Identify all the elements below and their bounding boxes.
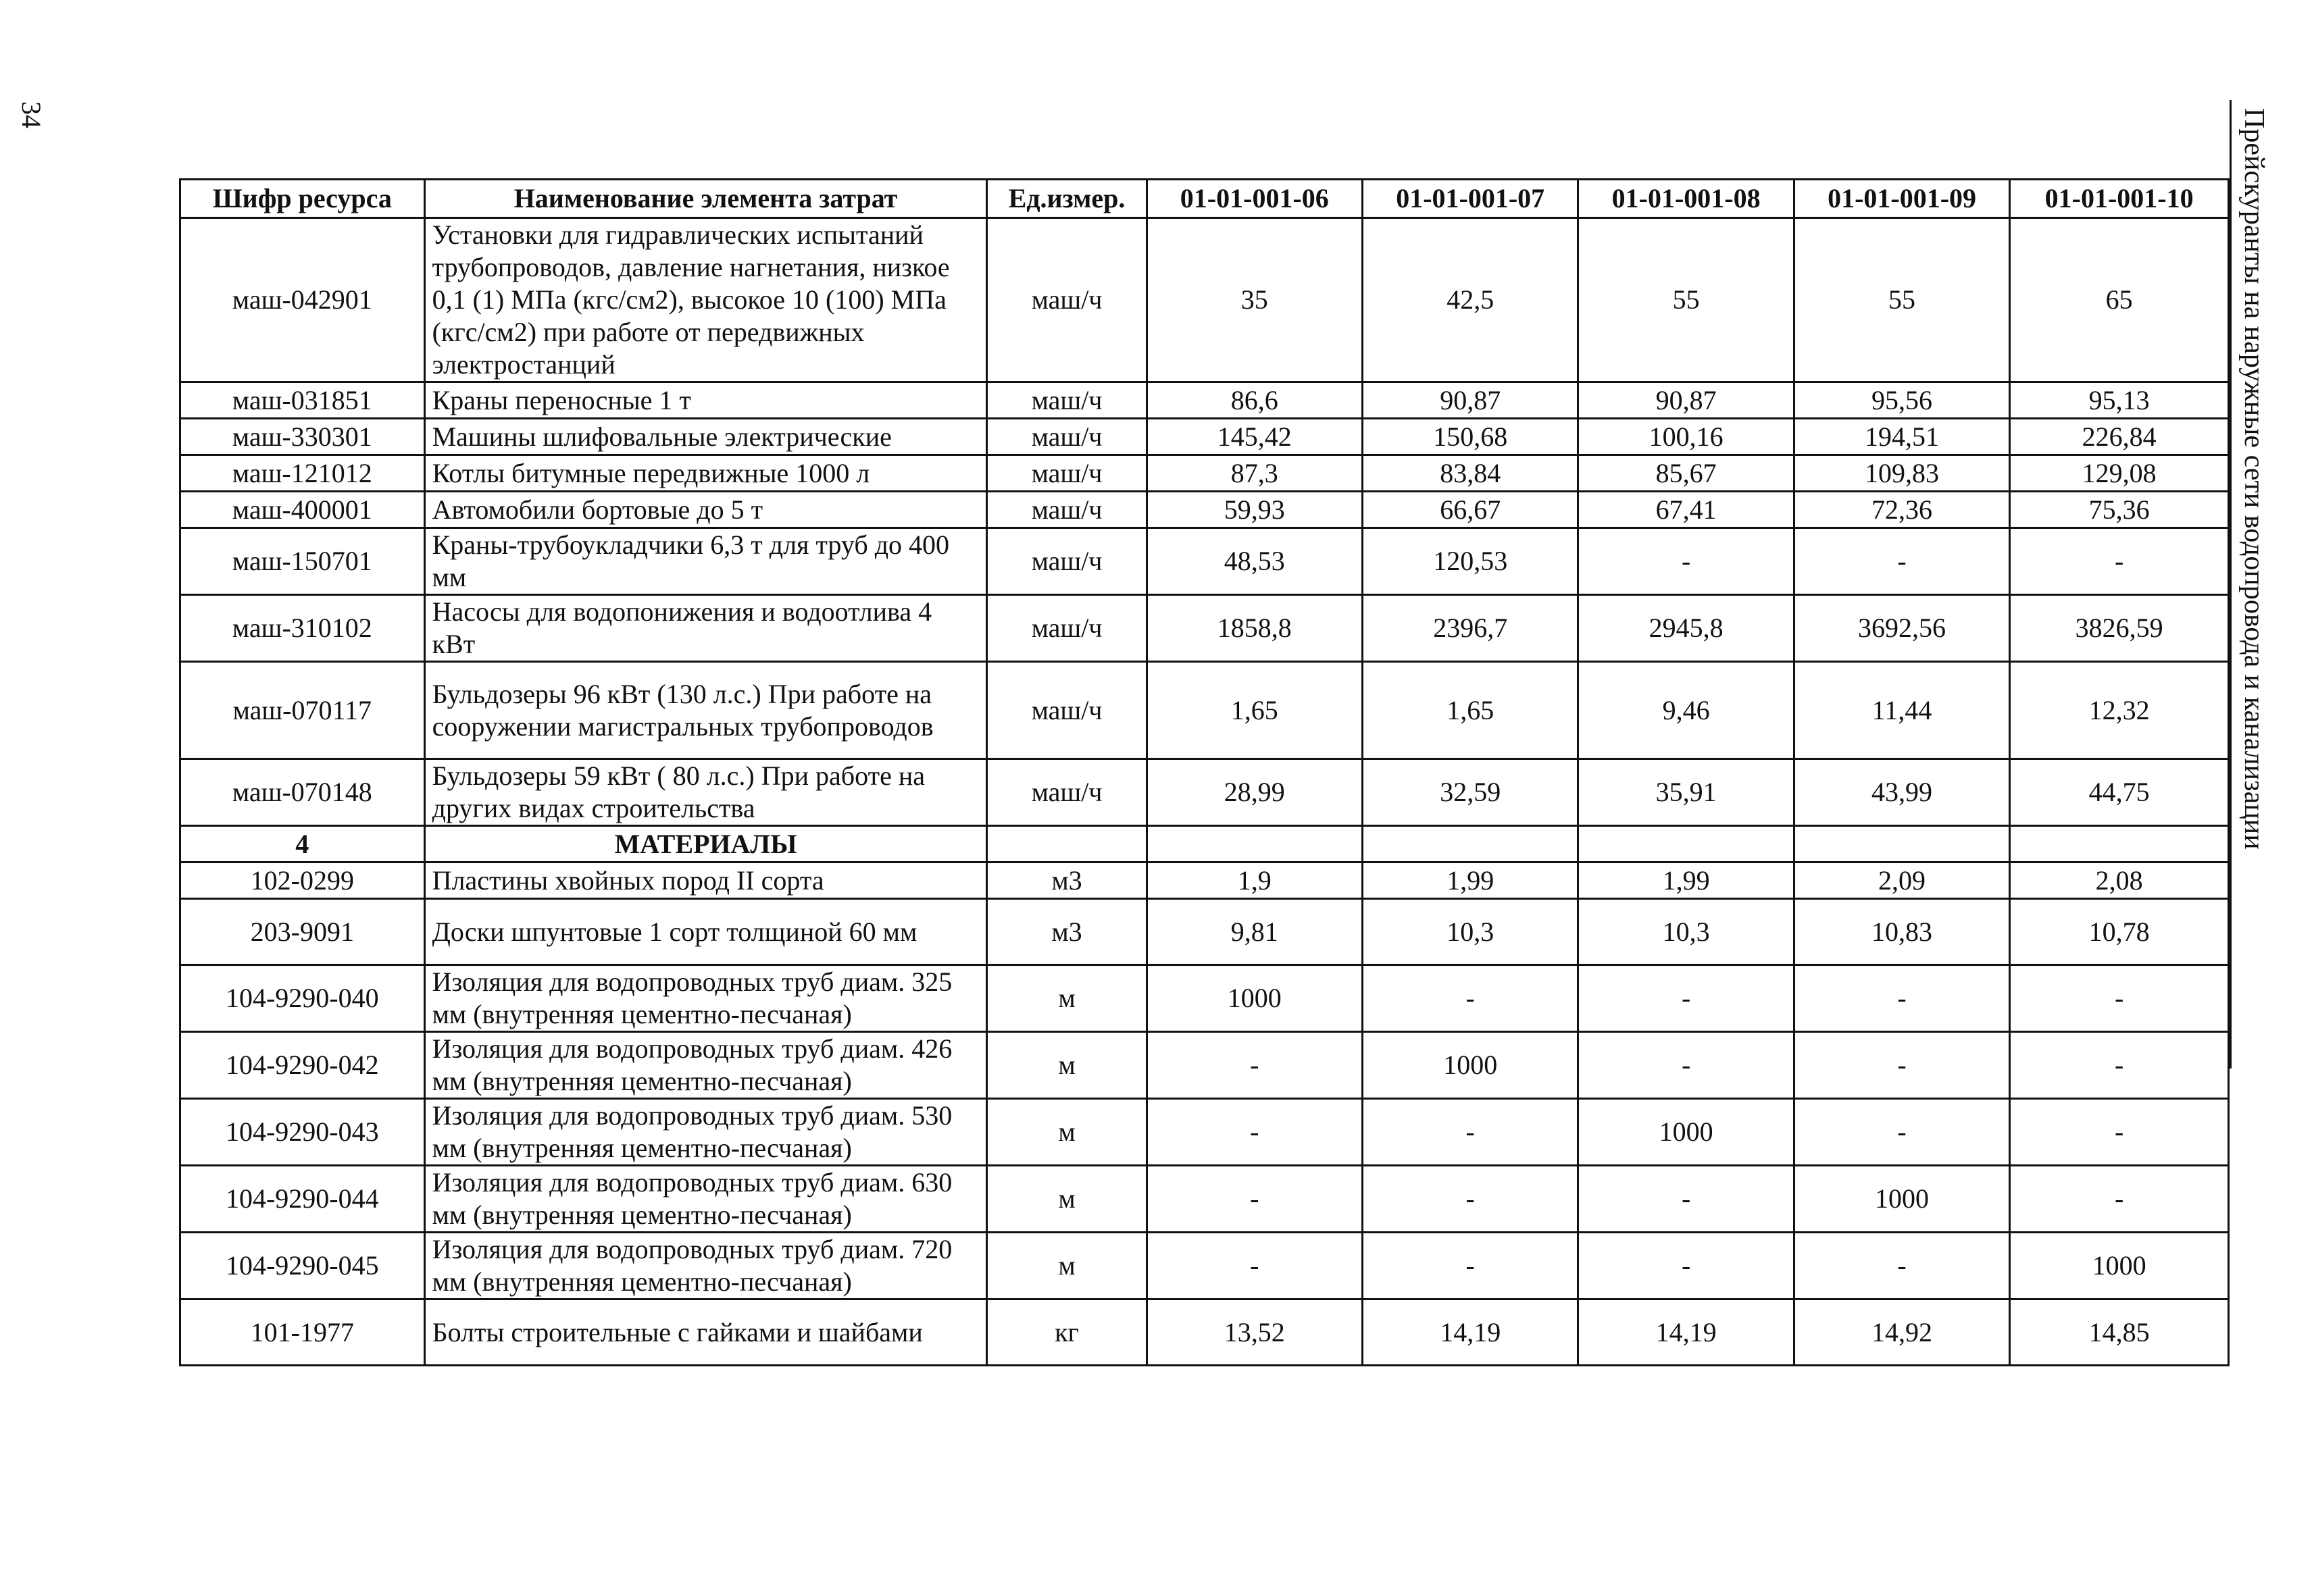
resource-code-cell: 104-9290-043 <box>180 1099 425 1166</box>
unit-cell: маш/ч <box>987 528 1147 595</box>
rate-06-cell: - <box>1147 1099 1362 1166</box>
rate-09-cell: 43,99 <box>1794 759 2009 826</box>
resource-code-cell: маш-031851 <box>180 382 425 419</box>
rate-07-cell: 14,19 <box>1363 1299 1578 1366</box>
table-row <box>180 492 2229 528</box>
rate-10-cell: - <box>2010 965 2229 1032</box>
rate-07-cell: 10,3 <box>1363 899 1578 965</box>
resource-code-cell: маш-150701 <box>180 528 425 595</box>
rate-07-cell: 2396,7 <box>1363 595 1578 662</box>
rate-08-cell: - <box>1578 528 1794 595</box>
cost-element-name-cell: Изоляция для водопроводных труб диам. 426 мм (внутренняя цементно-песчаная) <box>424 1032 987 1099</box>
rate-06-cell: 13,52 <box>1147 1299 1362 1366</box>
unit-cell: маш/ч <box>987 419 1147 455</box>
rate-07-cell: 83,84 <box>1363 455 1578 492</box>
running-header-title: Прейскуранты на наружные сети водопровода и канализации <box>2238 108 2269 850</box>
rate-09-cell: - <box>1794 1099 2009 1166</box>
unit-cell: маш/ч <box>987 595 1147 662</box>
header-rate-09: 01-01-001-09 <box>1794 180 2009 218</box>
unit-cell: маш/ч <box>987 218 1147 382</box>
unit-cell: м <box>987 1099 1147 1166</box>
rate-08-cell: - <box>1578 1032 1794 1099</box>
unit-cell: м <box>987 1166 1147 1233</box>
rate-09-cell: 194,51 <box>1794 419 2009 455</box>
rate-10-cell: 1000 <box>2010 1233 2229 1299</box>
rate-06-cell: 9,81 <box>1147 899 1362 965</box>
unit-cell <box>987 826 1147 863</box>
cost-element-name-cell: Насосы для водопонижения и водоотлива 4 кВт <box>424 595 987 662</box>
rate-08-cell: 10,3 <box>1578 899 1794 965</box>
rate-07-cell <box>1363 826 1578 863</box>
unit-cell: м3 <box>987 899 1147 965</box>
rate-09-cell: 2,09 <box>1794 863 2009 899</box>
cost-element-name-cell: Изоляция для водопроводных труб диам. 720 мм (внутренняя цементно-песчаная) <box>424 1233 987 1299</box>
rate-10-cell: 65 <box>2010 218 2229 382</box>
rate-10-cell: 12,32 <box>2010 662 2229 759</box>
rate-10-cell: 75,36 <box>2010 492 2229 528</box>
rate-06-cell: 1858,8 <box>1147 595 1362 662</box>
resource-code-cell: маш-330301 <box>180 419 425 455</box>
rate-08-cell: 90,87 <box>1578 382 1794 419</box>
rate-10-cell <box>2010 826 2229 863</box>
rate-06-cell: 145,42 <box>1147 419 1362 455</box>
rate-10-cell: 129,08 <box>2010 455 2229 492</box>
resource-code-cell: 104-9290-042 <box>180 1032 425 1099</box>
rate-08-cell: - <box>1578 1233 1794 1299</box>
rate-09-cell: 11,44 <box>1794 662 2009 759</box>
cost-element-name-cell: Изоляция для водопроводных труб диам. 630 мм (внутренняя цементно-песчаная) <box>424 1166 987 1233</box>
resource-code-cell: маш-070148 <box>180 759 425 826</box>
rate-06-cell: - <box>1147 1233 1362 1299</box>
resource-code-cell: маш-042901 <box>180 218 425 382</box>
table-row <box>180 1032 2229 1099</box>
side-divider-rule <box>2230 100 2232 1069</box>
rate-07-cell: 32,59 <box>1363 759 1578 826</box>
table-row <box>180 662 2229 759</box>
cost-element-name-cell: Бульдозеры 96 кВт (130 л.с.) При работе на сооружении магистральных трубопроводов <box>424 662 987 759</box>
rate-08-cell <box>1578 826 1794 863</box>
header-rate-10: 01-01-001-10 <box>2010 180 2229 218</box>
unit-cell: м <box>987 965 1147 1032</box>
rate-10-cell: - <box>2010 1099 2229 1166</box>
rate-06-cell: - <box>1147 1166 1362 1233</box>
header-rate-06: 01-01-001-06 <box>1147 180 1362 218</box>
unit-cell: маш/ч <box>987 382 1147 419</box>
rate-08-cell: 1,99 <box>1578 863 1794 899</box>
resource-code-cell: 104-9290-040 <box>180 965 425 1032</box>
table-body <box>180 218 2229 1366</box>
header-rate-07: 01-01-001-07 <box>1363 180 1578 218</box>
unit-cell: маш/ч <box>987 455 1147 492</box>
table-header-row <box>180 180 2229 218</box>
page-number: 34 <box>16 101 47 128</box>
rate-06-cell: - <box>1147 1032 1362 1099</box>
rate-10-cell: 10,78 <box>2010 899 2229 965</box>
rate-09-cell: - <box>1794 1233 2009 1299</box>
table-row <box>180 419 2229 455</box>
rate-06-cell: 87,3 <box>1147 455 1362 492</box>
cost-element-name-cell: Краны-трубоукладчики 6,3 т для труб до 400 мм <box>424 528 987 595</box>
cost-element-name-cell: Изоляция для водопроводных труб диам. 325 мм (внутренняя цементно-песчаная) <box>424 965 987 1032</box>
rate-07-cell: 42,5 <box>1363 218 1578 382</box>
table-row <box>180 899 2229 965</box>
resource-code-cell: 4 <box>180 826 425 863</box>
rate-06-cell: 59,93 <box>1147 492 1362 528</box>
cost-element-name-cell: Краны переносные 1 т <box>424 382 987 419</box>
rate-06-cell: 1000 <box>1147 965 1362 1032</box>
rate-07-cell: 1000 <box>1363 1032 1578 1099</box>
rate-06-cell <box>1147 826 1362 863</box>
rate-09-cell: 14,92 <box>1794 1299 2009 1366</box>
cost-element-name-cell: Пластины хвойных пород II сорта <box>424 863 987 899</box>
table-row <box>180 455 2229 492</box>
cost-element-name-cell: Болты строительные с гайками и шайбами <box>424 1299 987 1366</box>
table-row <box>180 1299 2229 1366</box>
rate-10-cell: - <box>2010 1032 2229 1099</box>
rate-09-cell: - <box>1794 1032 2009 1099</box>
resource-code-cell: 203-9091 <box>180 899 425 965</box>
rate-08-cell: 67,41 <box>1578 492 1794 528</box>
unit-cell: м <box>987 1032 1147 1099</box>
rate-09-cell: - <box>1794 965 2009 1032</box>
rate-07-cell: 66,67 <box>1363 492 1578 528</box>
rate-07-cell: - <box>1363 1166 1578 1233</box>
header-resource-code: Шифр ресурса <box>180 180 425 218</box>
cost-element-name-cell: Изоляция для водопроводных труб диам. 530 мм (внутренняя цементно-песчаная) <box>424 1099 987 1166</box>
table-row <box>180 528 2229 595</box>
resource-cost-table <box>179 178 2230 1366</box>
rate-07-cell: 150,68 <box>1363 419 1578 455</box>
rate-10-cell: 95,13 <box>2010 382 2229 419</box>
rate-07-cell: 1,65 <box>1363 662 1578 759</box>
rate-07-cell: - <box>1363 965 1578 1032</box>
header-unit: Ед.измер. <box>987 180 1147 218</box>
rate-07-cell: 90,87 <box>1363 382 1578 419</box>
rate-08-cell: - <box>1578 1166 1794 1233</box>
cost-element-name-cell: Машины шлифовальные электрические <box>424 419 987 455</box>
resource-code-cell: 101-1977 <box>180 1299 425 1366</box>
rate-08-cell: - <box>1578 965 1794 1032</box>
rate-08-cell: 55 <box>1578 218 1794 382</box>
rate-10-cell: 14,85 <box>2010 1299 2229 1366</box>
rate-06-cell: 86,6 <box>1147 382 1362 419</box>
table-row <box>180 1099 2229 1166</box>
rate-08-cell: 1000 <box>1578 1099 1794 1166</box>
rate-09-cell: 55 <box>1794 218 2009 382</box>
rate-07-cell: - <box>1363 1099 1578 1166</box>
rate-10-cell: - <box>2010 1166 2229 1233</box>
rate-08-cell: 100,16 <box>1578 419 1794 455</box>
unit-cell: м3 <box>987 863 1147 899</box>
header-cost-element-name: Наименование элемента затрат <box>424 180 987 218</box>
table-row <box>180 218 2229 382</box>
table-row <box>180 382 2229 419</box>
header-rate-08: 01-01-001-08 <box>1578 180 1794 218</box>
rate-08-cell: 9,46 <box>1578 662 1794 759</box>
rate-10-cell: 3826,59 <box>2010 595 2229 662</box>
rate-06-cell: 1,65 <box>1147 662 1362 759</box>
resource-code-cell: 104-9290-044 <box>180 1166 425 1233</box>
unit-cell: кг <box>987 1299 1147 1366</box>
rate-06-cell: 28,99 <box>1147 759 1362 826</box>
rate-09-cell: 95,56 <box>1794 382 2009 419</box>
rate-09-cell: - <box>1794 528 2009 595</box>
rate-10-cell: 226,84 <box>2010 419 2229 455</box>
resource-code-cell: маш-121012 <box>180 455 425 492</box>
unit-cell: маш/ч <box>987 662 1147 759</box>
resource-code-cell: маш-070117 <box>180 662 425 759</box>
unit-cell: м <box>987 1233 1147 1299</box>
rate-06-cell: 1,9 <box>1147 863 1362 899</box>
rate-08-cell: 85,67 <box>1578 455 1794 492</box>
cost-element-name-cell: Бульдозеры 59 кВт ( 80 л.с.) При работе на других видах строительства <box>424 759 987 826</box>
table-row <box>180 595 2229 662</box>
rate-09-cell: 109,83 <box>1794 455 2009 492</box>
resource-code-cell: маш-400001 <box>180 492 425 528</box>
rate-09-cell: 1000 <box>1794 1166 2009 1233</box>
cost-element-name-cell: Автомобили бортовые до 5 т <box>424 492 987 528</box>
rate-10-cell: 44,75 <box>2010 759 2229 826</box>
rate-09-cell: 10,83 <box>1794 899 2009 965</box>
rate-09-cell: 3692,56 <box>1794 595 2009 662</box>
cost-element-name-cell: Установки для гидравлических испытаний трубопроводов, давление нагнетания, низкое 0,1 (1) МПа (кгс/см2), высокое 10 (100) МПа (кгс/см2) при работе от передвижных электростанций <box>424 218 987 382</box>
table-row <box>180 863 2229 899</box>
table-row <box>180 1233 2229 1299</box>
section-row <box>180 826 2229 863</box>
rate-07-cell: - <box>1363 1233 1578 1299</box>
table-row <box>180 759 2229 826</box>
rate-10-cell: 2,08 <box>2010 863 2229 899</box>
rate-06-cell: 35 <box>1147 218 1362 382</box>
rate-07-cell: 120,53 <box>1363 528 1578 595</box>
cost-element-name-cell: Котлы битумные передвижные 1000 л <box>424 455 987 492</box>
table-row <box>180 965 2229 1032</box>
rate-10-cell: - <box>2010 528 2229 595</box>
resource-code-cell: 104-9290-045 <box>180 1233 425 1299</box>
cost-element-name-cell: МАТЕРИАЛЫ <box>424 826 987 863</box>
unit-cell: маш/ч <box>987 759 1147 826</box>
rate-08-cell: 14,19 <box>1578 1299 1794 1366</box>
table-row <box>180 1166 2229 1233</box>
rate-08-cell: 35,91 <box>1578 759 1794 826</box>
rate-08-cell: 2945,8 <box>1578 595 1794 662</box>
cost-element-name-cell: Доски шпунтовые 1 сорт толщиной 60 мм <box>424 899 987 965</box>
unit-cell: маш/ч <box>987 492 1147 528</box>
rate-09-cell: 72,36 <box>1794 492 2009 528</box>
rate-06-cell: 48,53 <box>1147 528 1362 595</box>
rate-09-cell <box>1794 826 2009 863</box>
rate-07-cell: 1,99 <box>1363 863 1578 899</box>
resource-code-cell: 102-0299 <box>180 863 425 899</box>
resource-code-cell: маш-310102 <box>180 595 425 662</box>
